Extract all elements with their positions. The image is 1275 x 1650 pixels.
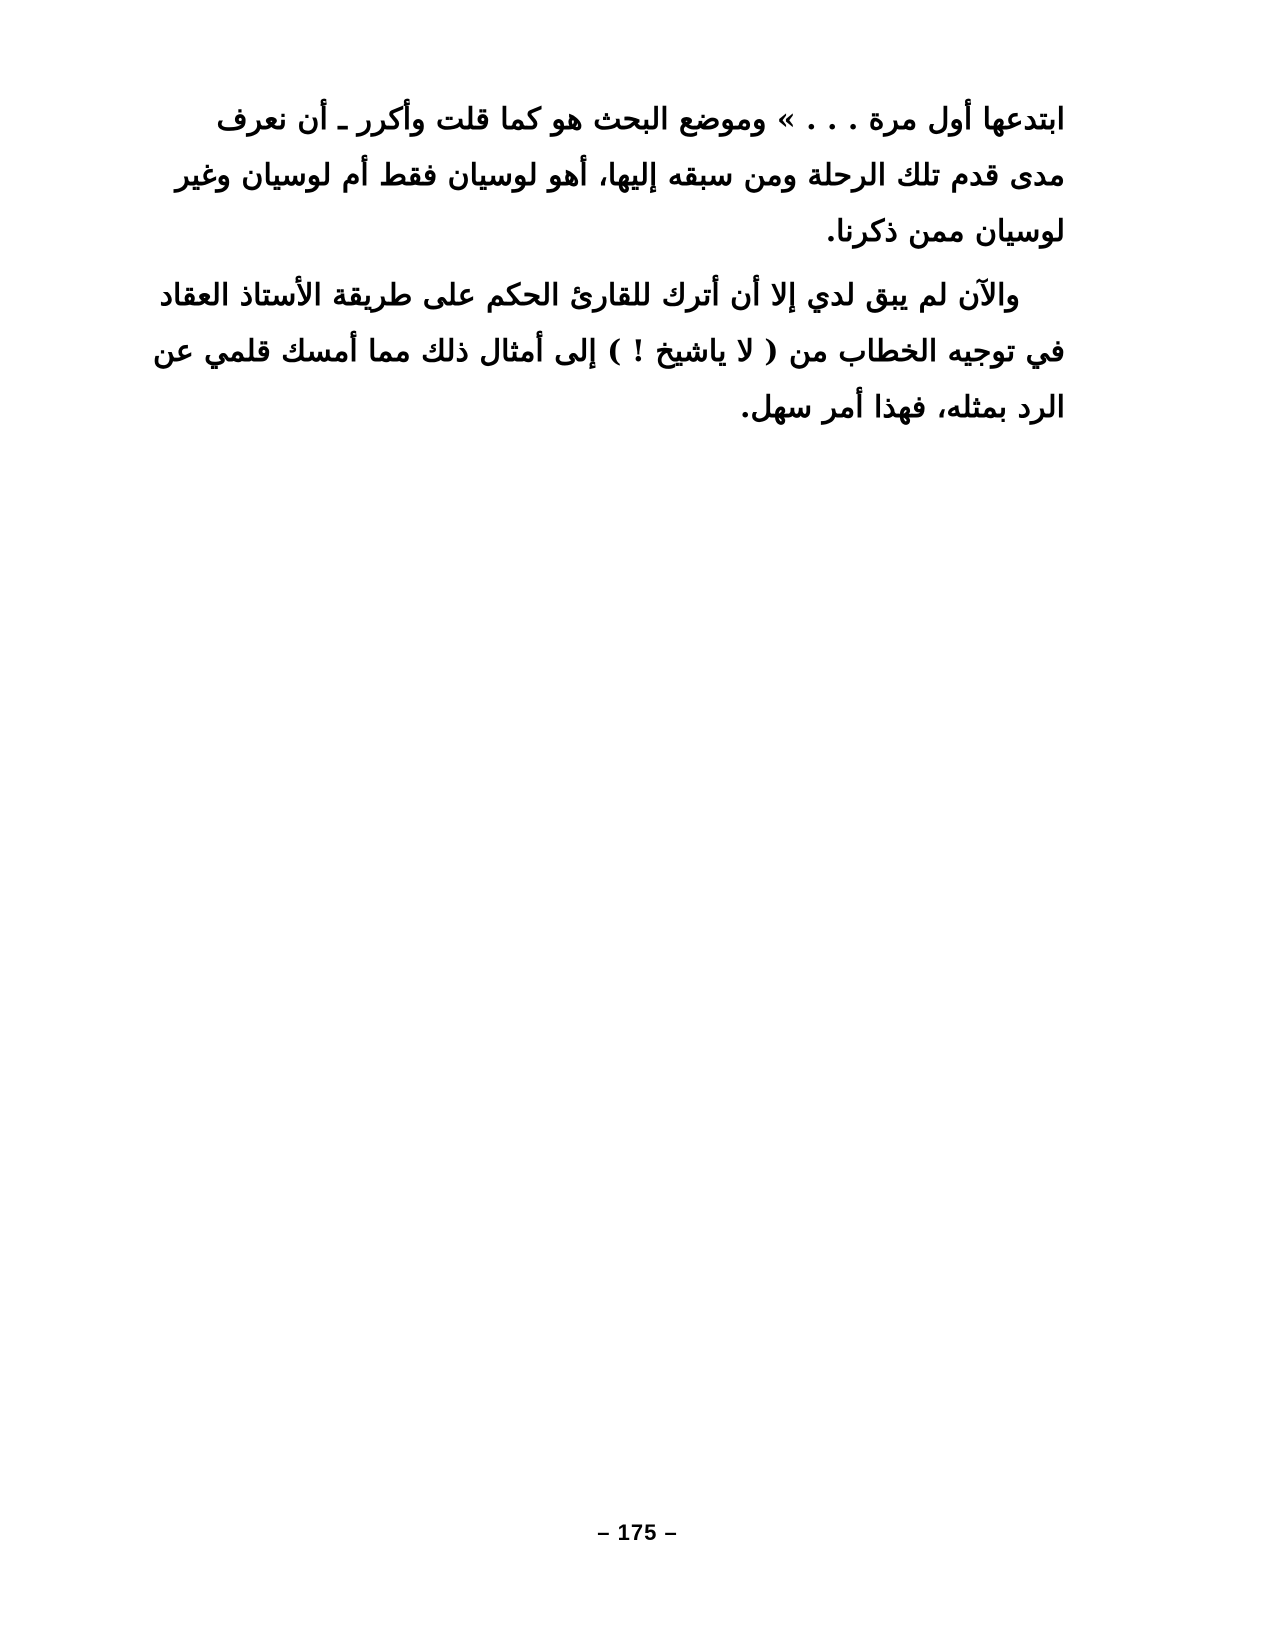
paragraph-gap bbox=[218, 260, 1065, 268]
text-line: ابتدعها أول مرة . . . » وموضع البحث هو كما قلت وأكرر ـ أن نعرف bbox=[216, 102, 1065, 137]
text-line: الرد بمثله، فهذا أمر سهل. bbox=[740, 390, 1065, 425]
text-line: في توجيه الخطاب من ( لا ياشيخ ! ) إلى أمثال ذلك مما أمسك قلمي عن bbox=[152, 334, 1065, 369]
text-line: والآن لم يبق لدي إلا أن أترك للقارئ الحكم على طريقة الأستاذ العقاد bbox=[159, 278, 1020, 313]
page-number: – 175 – bbox=[597, 1520, 678, 1545]
text-line: مدى قدم تلك الرحلة ومن سبقه إليها، أهو لوسيان فقط أم لوسيان وغير bbox=[175, 158, 1065, 193]
paragraph-2 bbox=[152, 268, 1065, 436]
body-text bbox=[152, 92, 1065, 436]
paragraph-1 bbox=[175, 92, 1065, 260]
text-line: لوسيان ممن ذكرنا. bbox=[825, 214, 1065, 249]
